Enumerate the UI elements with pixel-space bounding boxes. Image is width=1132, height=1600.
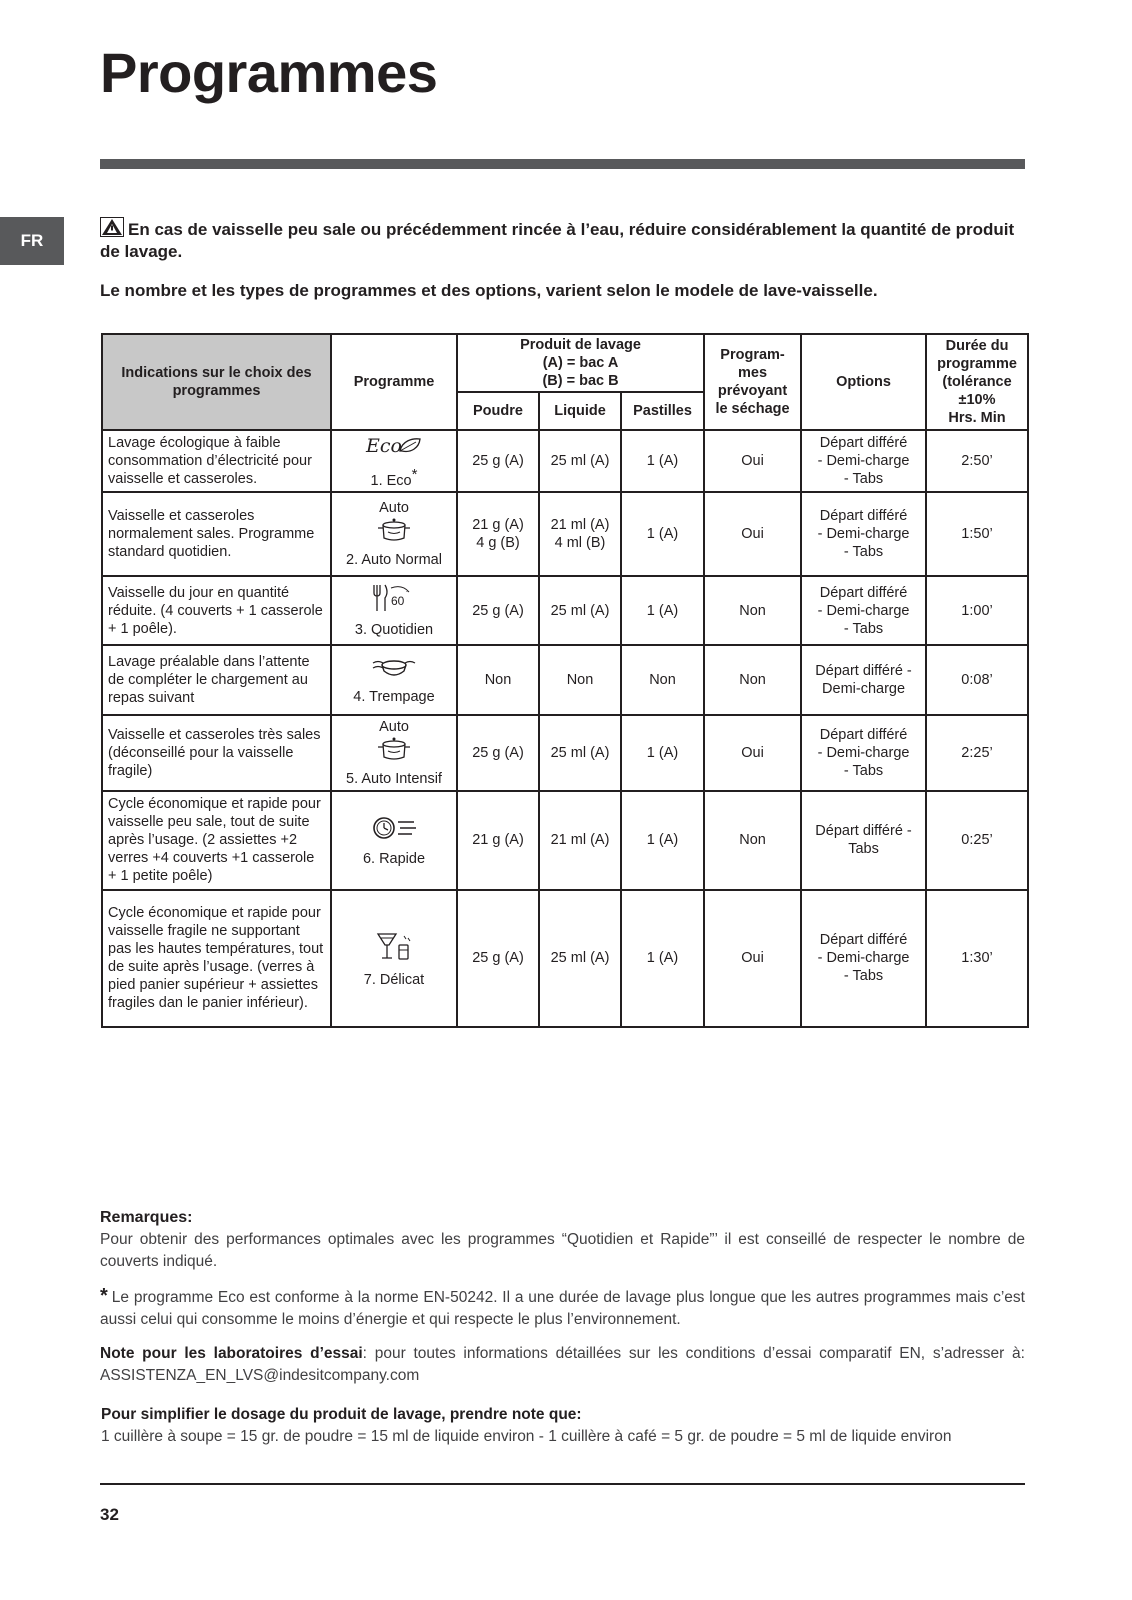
options-cell: Départ différé - Demi-charge - Tabs [801,430,926,492]
lab-note-title: Note pour les laboratoires d’essai [100,1345,363,1362]
header-sechage: Program- mes prévoyant le séchage [704,334,801,430]
liquide-cell: 25 ml (A) [539,576,621,644]
poudre-cell: 25 g (A) [457,430,539,492]
dosage-text: 1 cuillère à soupe = 15 gr. de poudre = 15 ml de liquide environ - 1 cuillère à café = 5 gr. de poudre = 5 ml de liquide environ [101,1428,952,1445]
programme-marker: * [411,465,418,483]
duree-cell: 1:00’ [926,576,1028,644]
table-row [102,430,1028,492]
sechage-cell: Non [704,576,801,644]
header-options: Options [801,334,926,430]
sechage-cell: Oui [704,890,801,1027]
liquide-cell: 21 ml (A) 4 ml (B) [539,492,621,576]
cutlery-60-icon [337,582,451,619]
pastilles-cell: 1 (A) [621,430,704,492]
auto-label: Auto [379,499,409,516]
options-cell: Départ différé - Demi-charge [801,645,926,715]
svg-text:Eco: Eco [366,434,402,457]
poudre-cell: 21 g (A) 4 g (B) [457,492,539,576]
pot-icon [337,516,451,549]
pastilles-cell: 1 (A) [621,791,704,889]
programme-cell [331,576,457,644]
poudre-cell: 25 g (A) [457,890,539,1027]
duree-cell: 2:25’ [926,715,1028,791]
indication-cell: Vaisselle et casseroles normalement sales. Programme standard quotidien. [102,492,331,576]
indication-cell: Vaisselle du jour en quantité réduite. (4 couverts + 1 casserole + 1 poêle). [102,576,331,644]
warning-icon [100,217,124,237]
pastilles-cell: 1 (A) [621,715,704,791]
pastilles-cell: 1 (A) [621,890,704,1027]
header-duree: Durée du programme (tolérance ±10% Hrs. Min [926,334,1028,430]
auto-label: Auto [379,718,409,735]
eco-note-star: * [100,1285,108,1307]
indication-cell: Lavage écologique à faible consommation d’électricité pour vaisselle et casseroles. [102,430,331,492]
programme-cell [331,890,457,1027]
eco-note-text: Le programme Eco est conforme à la norme EN-50242. Il a une durée de lavage plus longue que les autres programmes mais c’est aussi celui qui consomme le moins d’énergie et qui respecte le plus l’environnement. [100,1289,1025,1328]
programme-name: 5. Auto Intensif [346,770,442,787]
indication-cell: Cycle économique et rapide pour vaisselle fragile ne supportant pas les hautes températures, tout de suite après l’usage. (verres à pied panier supérieur + assiettes fragiles dan le panier inférieur). [102,890,331,1027]
programmes-table [101,333,1029,1028]
liquide-cell: 25 ml (A) [539,715,621,791]
lab-note-text: : pour toutes informations détaillées sur les conditions d’essai comparatif EN, s’adresser à: ASSISTENZA_EN_LVS@indesitcompany.com [100,1345,1025,1384]
header-pastilles: Pastilles [621,392,704,430]
duree-cell: 0:25’ [926,791,1028,889]
page-title: Programmes [100,41,438,104]
table-row [102,715,1028,791]
soak-bowl-icon [337,653,451,686]
programme-cell [331,430,457,492]
poudre-cell: Non [457,645,539,715]
glasses-icon [337,928,451,969]
warning-note [100,217,1025,263]
pot-icon [337,735,451,768]
language-tab: FR [0,217,64,265]
table-row [102,645,1028,715]
programme-name: 3. Quotidien [354,622,434,639]
programme-cell [331,645,457,715]
liquide-cell: Non [539,645,621,715]
warning-text: En cas de vaisselle peu sale ou précédemment rincée à l’eau, réduire considérablement la quantité de produit de lavage. [100,220,1015,261]
pastilles-cell: Non [621,645,704,715]
poudre-cell: 25 g (A) [457,715,539,791]
options-cell: Départ différé - Demi-charge - Tabs [801,890,926,1027]
dosage-title: Pour simplifier le dosage du produit de lavage, prendre note que: [101,1406,582,1423]
options-cell: Départ différé - Demi-charge - Tabs [801,576,926,644]
poudre-cell: 21 g (A) [457,791,539,889]
remarks-section [100,1207,1025,1399]
table-row [102,492,1028,576]
table-row [102,890,1028,1027]
pastilles-cell: 1 (A) [621,492,704,576]
table-row [102,576,1028,644]
sechage-cell: Non [704,791,801,889]
indication-cell: Cycle économique et rapide pour vaisselle peu sale, tout de suite après l’usage. (2 assiettes +2 verres +4 couverts +1 casserole + 1 petite poêle) [102,791,331,889]
options-cell: Départ différé - Demi-charge - Tabs [801,492,926,576]
duree-cell: 1:50’ [926,492,1028,576]
lab-note [100,1343,1025,1387]
sechage-cell: Oui [704,715,801,791]
programme-name: 4. Trempage [353,689,435,706]
duree-cell: 1:30’ [926,890,1028,1027]
page-number: 32 [100,1505,119,1524]
programme-name: 6. Rapide [362,850,426,867]
header-poudre: Poudre [457,392,539,430]
eco-leaf-icon [337,433,451,464]
poudre-cell: 25 g (A) [457,576,539,644]
eco-note [100,1285,1025,1331]
sechage-cell: Oui [704,430,801,492]
header-liquide: Liquide [539,392,621,430]
footer-rule [100,1483,1025,1485]
programme-name: 2. Auto Normal [346,551,442,568]
header-programme: Programme [331,334,457,430]
models-note: Le nombre et les types de programmes et des options, varient selon le modele de lave-vaisselle. [100,281,878,300]
programme-name: 7. Délicat [363,971,425,988]
header-produit: Produit de lavage (A) = bac A (B) = bac B [457,334,704,392]
liquide-cell: 25 ml (A) [539,890,621,1027]
sechage-cell: Oui [704,492,801,576]
pastilles-cell: 1 (A) [621,576,704,644]
duree-cell: 0:08’ [926,645,1028,715]
svg-text:60: 60 [391,594,405,609]
table-row [102,791,1028,889]
indication-cell: Vaisselle et casseroles très sales (déconseillé pour la vaisselle fragile) [102,715,331,791]
liquide-cell: 25 ml (A) [539,430,621,492]
options-cell: Départ différé - Tabs [801,791,926,889]
svg-text:´: ´ [406,590,409,600]
programme-name: 1. Eco [370,472,412,489]
duree-cell: 2:50’ [926,430,1028,492]
remarks-text: Pour obtenir des performances optimales avec les programmes “Quotidien et Rapide”’ il est conseillé de respecter le nombre de couverts indiqué. [100,1231,1025,1270]
dosage-section [101,1404,1026,1448]
programme-cell [331,715,457,791]
programme-cell [331,492,457,576]
fast-clock-icon [337,813,451,848]
title-rule [100,159,1025,169]
remarks-title: Remarques: [100,1209,193,1226]
sechage-cell: Non [704,645,801,715]
liquide-cell: 21 ml (A) [539,791,621,889]
indication-cell: Lavage préalable dans l’attente de compléter le chargement au repas suivant [102,645,331,715]
options-cell: Départ différé - Demi-charge - Tabs [801,715,926,791]
header-indications: Indications sur le choix des programmes [102,334,331,430]
programme-cell [331,791,457,889]
